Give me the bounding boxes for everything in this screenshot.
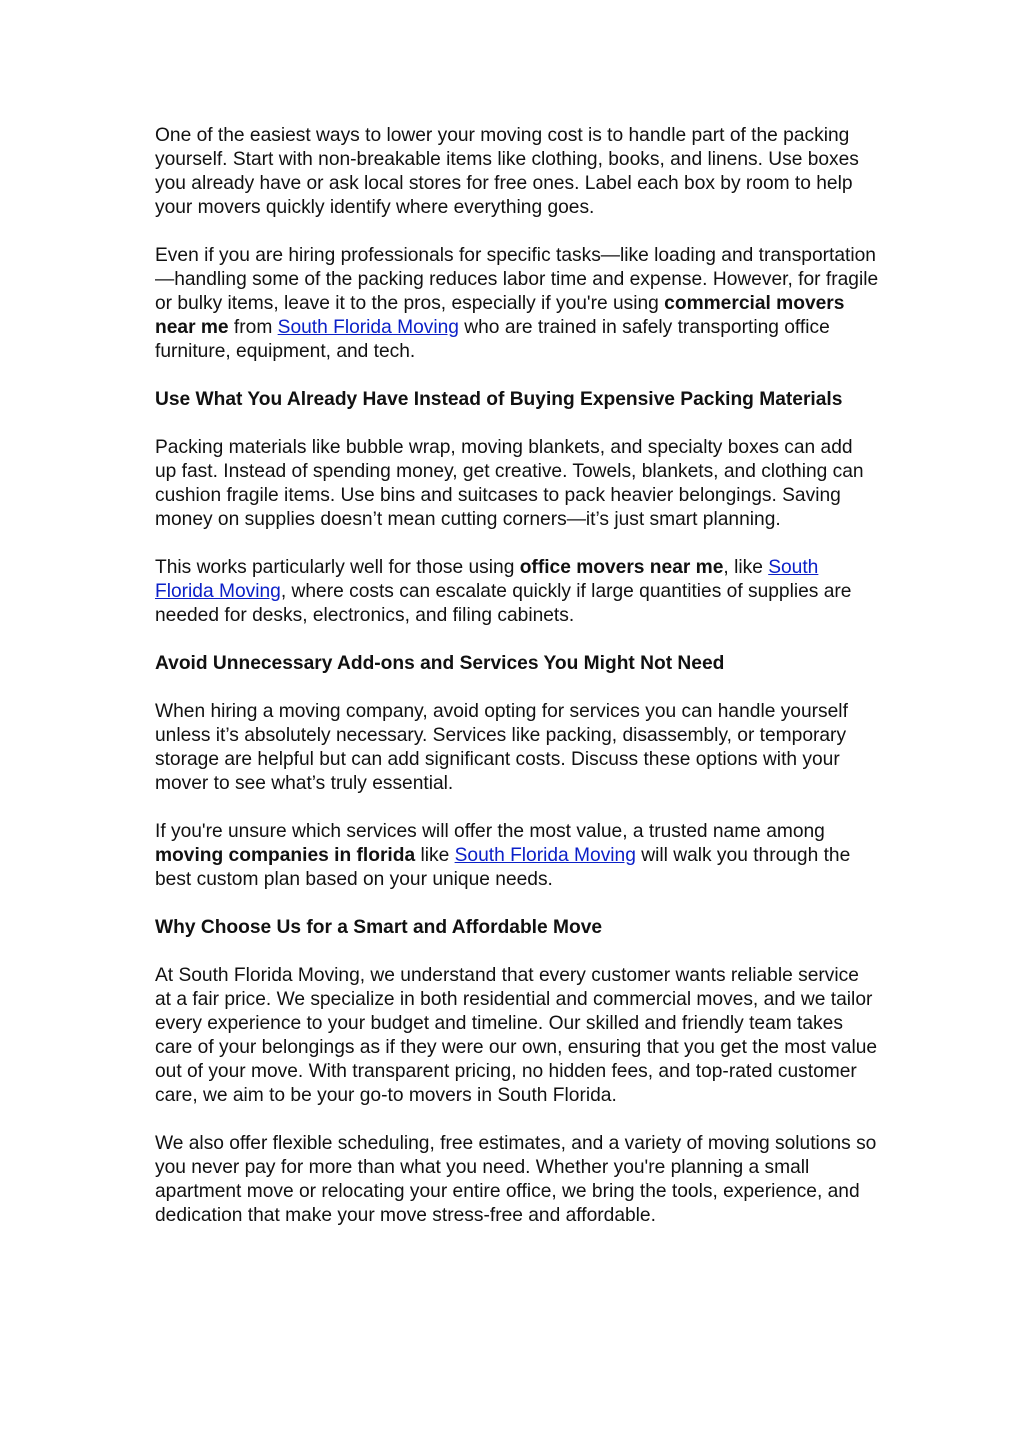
text: like (415, 845, 455, 866)
text: Even if you are hiring professionals for specific tasks—like loading and transportation—handling some of the packing reduces labor time and expense. However, for fragile or bulky items, leave it to the pros, especially if you're using (155, 245, 879, 314)
paragraph-about-us: At South Florida Moving, we understand that every customer wants reliable service at a fair price. We specialize in both residential and commercial moves, and we tailor every experience to your budget and timeline. Our skilled and friendly team takes care of your belongings as if they were our own, ensuring that you get the most value out of your move. With transparent pricing, no hidden fees, and top-rated customer care, we aim to be your go-to movers in South Florida. (155, 965, 878, 1106)
paragraph-flexible-scheduling: We also offer flexible scheduling, free estimates, and a variety of moving solutions so you never pay for more than what you need. Whether you're planning a small apartment move or relocating your entire office, we bring the tools, experience, and dedication that make your move stress-free and affordable. (155, 1133, 877, 1226)
paragraph-hiring-professionals (155, 244, 879, 364)
keyword-moving-companies-florida: moving companies in florida (155, 845, 416, 866)
south-florida-moving-link[interactable]: South Florida Moving (454, 845, 636, 866)
text: This works particularly well for those using (155, 557, 520, 578)
south-florida-moving-link[interactable]: South Florida Moving (155, 557, 819, 602)
paragraph-packing-materials: Packing materials like bubble wrap, moving blankets, and specialty boxes can add up fast. Instead of spending money, get creative. Towels, blankets, and clothing can cushion fragile items. Use bins and suitcases to pack heavier belongings. Saving money on supplies doesn’t mean cutting corners—it’s just smart planning. (155, 437, 864, 530)
paragraph-office-movers (155, 556, 879, 628)
paragraph-unsure-services (155, 820, 879, 892)
document-page (155, 124, 879, 1252)
text: , like (723, 557, 769, 578)
paragraph-hiring-moving-company: When hiring a moving company, avoid opting for services you can handle yourself unless it’s absolutely necessary. Services like packing, disassembly, or temporary storage are helpful but can add significant costs. Discuss these options with your mover to see what’s truly essential. (155, 701, 848, 794)
section-heading-why-choose-us: Why Choose Us for a Smart and Affordable Move (155, 917, 603, 938)
south-florida-moving-link[interactable]: South Florida Moving (277, 317, 459, 338)
keyword-commercial-movers: commercial movers near me (155, 293, 845, 338)
section-heading-use-what-you-have: Use What You Already Have Instead of Buying Expensive Packing Materials (155, 389, 843, 410)
section-heading-avoid-add-ons: Avoid Unnecessary Add-ons and Services You Might Not Need (155, 653, 725, 674)
keyword-office-movers: office movers near me (519, 557, 724, 578)
text: , where costs can escalate quickly if large quantities of supplies are needed for desks, electronics, and filing cabinets. (155, 581, 852, 626)
text: will walk you through the best custom plan based on your unique needs. (155, 845, 851, 890)
text: from (228, 317, 278, 338)
paragraph-packing-yourself: One of the easiest ways to lower your moving cost is to handle part of the packing yourself. Start with non-breakable items like clothing, books, and linens. Use boxes you already have or ask local stores for free ones. Label each box by room to help your movers quickly identify where everything goes. (155, 125, 859, 218)
text: If you're unsure which services will offer the most value, a trusted name among (155, 821, 825, 842)
text: who are trained in safely transporting office furniture, equipment, and tech. (155, 317, 830, 362)
